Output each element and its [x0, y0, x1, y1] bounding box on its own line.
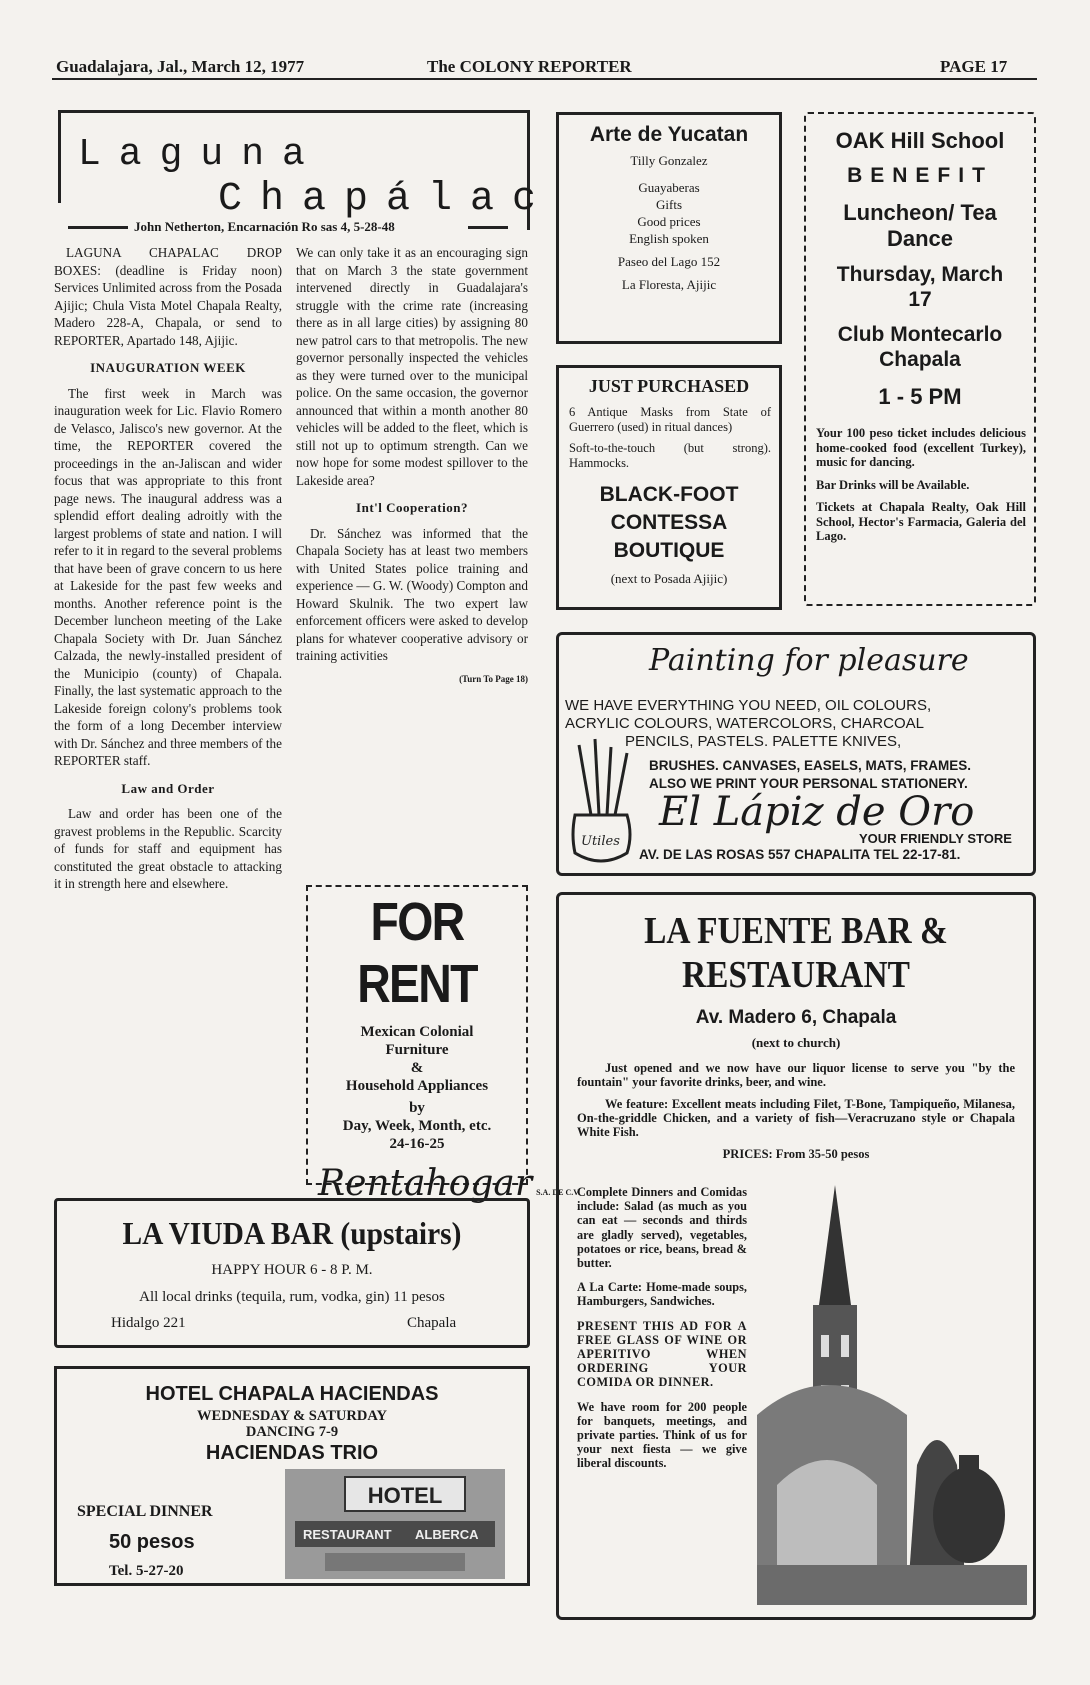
- page-number: PAGE 17: [940, 57, 1008, 76]
- column-title-line1: Laguna: [78, 133, 323, 176]
- boutique-name: BLACK-FOOT CONTESSA BOUTIQUE: [599, 483, 739, 562]
- store-script-name: El Lápiz de Oro: [659, 789, 975, 835]
- column-byline: John Netherton, Encarnación Ro sas 4, 5-28-48: [134, 219, 395, 234]
- inauguration-heading: INAUGURATION WEEK: [90, 360, 246, 375]
- hotel-title: HOTEL CHAPALA HACIENDAS: [145, 1383, 439, 1405]
- rentahogar-logo-text: Rentahogar: [318, 1163, 533, 1204]
- yucatan-item: English spoken: [629, 231, 709, 246]
- brush-icon: [579, 745, 591, 815]
- yucatan-item: Gifts: [656, 197, 682, 212]
- urn-neck: [959, 1455, 979, 1475]
- article-column-1: [54, 244, 282, 899]
- supplies-line: ALSO WE PRINT YOUR PERSONAL STATIONERY.: [649, 776, 968, 791]
- ad-la-viuda-bar: [54, 1198, 530, 1348]
- patrol-cars-paragraph: We can only take it as an encouraging sign that on March 3 the state government intervened directly in Guadalajara's struggle with the crime rate (increasing there as in all large cities) by assigning 80 new patrol cars to that metropolis. The new governor personally inspected the vehicles as they were turned over to the municipal police. On the same occasion, the governor announced that within a month another 80 vehicles will be added to the fleet, which is still not up to optimum strength. Can we now hope for some modest spillover to the Lakeside area?: [296, 245, 528, 488]
- ad-hotel-chapala-haciendas: [54, 1366, 530, 1586]
- la-fuente-banquets: We have room for 200 people for banquets, meetings, and private parties. Think of us for your next fiesta — we give liberal discounts.: [577, 1399, 747, 1471]
- oakhill-title: OAK Hill School: [835, 128, 1005, 153]
- for-rent-phone: 24-16-25: [389, 1136, 445, 1152]
- yucatan-address: Paseo del Lago 152: [617, 254, 721, 269]
- oakhill-time: 1 - 5 PM: [878, 384, 962, 409]
- brush-icon: [595, 739, 599, 815]
- la-fuente-coupon: PRESENT THIS AD FOR A FREE GLASS OF WINE OR APERITIVO WHEN ORDERING YOUR COMIDA OR DINNER.: [577, 1318, 747, 1390]
- brush-icon: [615, 753, 627, 815]
- intl-cooperation-heading: Int'l Cooperation?: [356, 500, 468, 515]
- hotel-dinner-price: 50 pesos: [109, 1531, 195, 1553]
- supplies-line: WE HAVE EVERYTHING YOU NEED, OIL COLOURS,: [565, 697, 932, 714]
- drop-boxes-paragraph: LAGUNA CHAPALAC DROP BOXES: (deadline is Friday noon) Services Unlimited across from the Posada Ajijic; Chula Vista Motel Chapala Realty, Madero 228-A, Chapala, or send to REPORTER, Apartado 148, Ajijic.: [54, 245, 282, 348]
- la-fuente-prices: PRICES: From 35-50 pesos: [722, 1147, 870, 1161]
- yucatan-item: Guayaberas: [638, 180, 700, 195]
- church-fountain-photo: [757, 1185, 1027, 1605]
- la-viuda-drinks: All local drinks (tequila, rum, vodka, gin) 11 pesos: [139, 1289, 445, 1305]
- yucatan-owner: Tilly Gonzalez: [630, 153, 708, 168]
- for-rent-furniture: Mexican Colonial Furniture: [360, 1024, 474, 1058]
- article-column-2: [296, 244, 528, 688]
- oakhill-event: Luncheon/ Tea Dance: [843, 200, 997, 251]
- hotel-trio: HACIENDAS TRIO: [205, 1442, 379, 1464]
- intl-cooperation-paragraph: Dr. Sánchez was informed that the Chapala Society has at least two members with United States police training and experience — G. W. (Woody) Compton and Howard Skulnik. The two expert law enforcement officers were asked to develop plans for whatever cooperative advisory or training activities: [296, 525, 528, 663]
- la-fuente-dinners: Complete Dinners and Comidas include: Salad (as much as you can eat — seconds and thirds are gladly served), vegetables, potatoes or rice, beans, bread & butter.: [577, 1185, 747, 1271]
- ad-for-rent: [306, 885, 580, 1204]
- hotel-sign-photo: [285, 1469, 505, 1579]
- column-title-line2: Chapálac: [218, 177, 555, 222]
- la-fuente-a-la-carte: A La Carte: Home-made soups, Hamburgers, Sandwiches.: [577, 1280, 747, 1309]
- store-address: AV. DE LAS ROSAS 557 CHAPALITA TEL 22-17-81.: [639, 847, 961, 862]
- oakhill-ticket-outlets: Tickets at Chapala Realty, Oak Hill School, Hector's Farmacia, Galeria del Lago.: [816, 500, 1026, 543]
- oakhill-date: Thursday, March 17: [836, 263, 1004, 311]
- oakhill-bar-info: Bar Drinks will be Available.: [816, 477, 970, 492]
- byline-rule-right: [468, 226, 508, 229]
- supplies-line: BRUSHES. CANVASES, EASELS, MATS, FRAMES.: [649, 758, 972, 773]
- la-fuente-license: Just opened and we now have our liquor license to serve you "by the fountain" your favorite drinks, beer, and wine.: [577, 1061, 1015, 1089]
- column-masthead: [58, 110, 555, 234]
- for-rent-appliances: Household Appliances: [345, 1078, 489, 1094]
- dateline: Guadalajara, Jal., March 12, 1977: [56, 57, 305, 76]
- for-rent-amp: &: [410, 1060, 424, 1076]
- la-fuente-title: LA FUENTE BAR & RESTAURANT: [644, 910, 948, 996]
- yucatan-title: Arte de Yucatan: [589, 123, 749, 146]
- header-rule: [52, 78, 1037, 80]
- oakhill-venue: Club Montecarlo Chapala: [837, 323, 1003, 371]
- brush-icon: [607, 747, 611, 815]
- oakhill-benefit: BENEFIT: [847, 164, 993, 187]
- restaurant-sign-text: RESTAURANT: [303, 1527, 392, 1542]
- purchased-item-hammocks: Soft-to-the-touch (but strong). Hammocks.: [569, 441, 771, 470]
- byline-rule-left: [68, 226, 128, 229]
- ad-oak-hill-school: [804, 112, 1036, 606]
- yucatan-town: La Floresta, Ajijic: [621, 277, 717, 292]
- ground: [757, 1565, 1027, 1605]
- ad-black-foot-contessa: [556, 365, 782, 610]
- hotel-days: WEDNESDAY & SATURDAY: [197, 1408, 387, 1424]
- sign-base: [325, 1553, 465, 1571]
- brush-jar-illustration: [561, 735, 645, 871]
- law-order-paragraph: Law and order has been one of the gravest problems in the Republic. Scarcity of funds for staff and equipment has constituted the great obstacle to attacking it in strength here and elsewhere.: [54, 806, 282, 891]
- purchased-item-masks: 6 Antique Masks from State of Guerrero (used) in ritual dances): [569, 405, 771, 434]
- law-order-heading: Law and Order: [121, 780, 215, 796]
- la-fuente-location-note: (next to church): [751, 1035, 841, 1050]
- supplies-line: PENCILS, PASTELS. PALETTE KNIVES,: [625, 733, 902, 750]
- ad-la-fuente: [556, 892, 1036, 1620]
- yucatan-item: Good prices: [637, 214, 701, 229]
- pool-sign-text: ALBERCA: [415, 1527, 479, 1542]
- oakhill-ticket-info: Your 100 peso ticket includes delicious home-cooked food (excellent Turkey), music for dancing.: [816, 426, 1026, 469]
- hotel-phone: Tel. 5-27-20: [109, 1563, 184, 1579]
- la-viuda-address: Hidalgo 221: [111, 1315, 186, 1331]
- ad-arte-de-yucatan: [556, 112, 782, 344]
- ad-el-lapiz-de-oro: [556, 632, 1036, 876]
- hotel-special-dinner: SPECIAL DINNER: [77, 1503, 213, 1520]
- la-viuda-happy-hour: HAPPY HOUR 6 - 8 P. M.: [211, 1262, 373, 1278]
- turn-to-page: (Turn To Page 18): [459, 673, 528, 684]
- for-rent-title: FOR RENT: [357, 892, 477, 1014]
- for-rent-by: by: [409, 1100, 425, 1116]
- fountain-urn-icon: [933, 1467, 1005, 1563]
- la-fuente-menu: We feature: Excellent meats including Filet, T-Bone, Tampiqueño, Milanesa, On-the-griddle Chicken, and a variety of fish—Veracruzano style or Chapala White Fish.: [577, 1097, 1015, 1139]
- la-fuente-address: Av. Madero 6, Chapala: [695, 1007, 897, 1028]
- la-fuente-details: [577, 1185, 747, 1471]
- boutique-location: (next to Posada Ajijic): [610, 571, 728, 586]
- hotel-sign-text: HOTEL: [367, 1483, 443, 1508]
- for-rent-terms: Day, Week, Month, etc.: [342, 1118, 492, 1134]
- rentahogar-suffix: S.A. DE C.V.: [536, 1188, 580, 1197]
- la-viuda-city: Chapala: [407, 1315, 457, 1331]
- just-purchased-title: JUST PURCHASED: [588, 376, 750, 396]
- newspaper-name: The COLONY REPORTER: [427, 57, 632, 76]
- supplies-line: ACRYLIC COLOURS, WATERCOLORS, CHARCOAL: [565, 715, 924, 732]
- store-tagline: YOUR FRIENDLY STORE: [859, 831, 1012, 846]
- inauguration-paragraph: The first week in March was inauguration week for Lic. Flavio Romero de Velasco, Jalisco's new governor. At the time, the REPORTER covered the proceedings in the an-Jaliscan and wider focus that was appropriate to this front page news. The inaugural address was a splendid effort dealing adroitly with the largest problems of state and nation. I will refer to it in regard to the several problems that have been of grave concern to us here at Lakeside for the past few weeks and months. Another reference point is the December luncheon meeting of the Lake Chapala Society with Dr. Juan Sánchez Calzada, the newly-installed president of the Municipio (county) of Chapala. Finally, the last systematic approach to the Lakeside foreign colony's problems took the form of a long December interview with Dr. Sánchez and three members of the REPORTER staff.: [54, 385, 282, 768]
- painting-script-title: Painting for pleasure: [649, 643, 969, 678]
- tower-window: [821, 1335, 829, 1357]
- la-viuda-title: LA VIUDA BAR (upstairs): [122, 1215, 462, 1251]
- jar-label: Utiles: [581, 834, 620, 849]
- masthead-left-bar: [58, 113, 61, 203]
- tower-window: [841, 1335, 849, 1357]
- hotel-dancing: DANCING 7-9: [245, 1424, 339, 1440]
